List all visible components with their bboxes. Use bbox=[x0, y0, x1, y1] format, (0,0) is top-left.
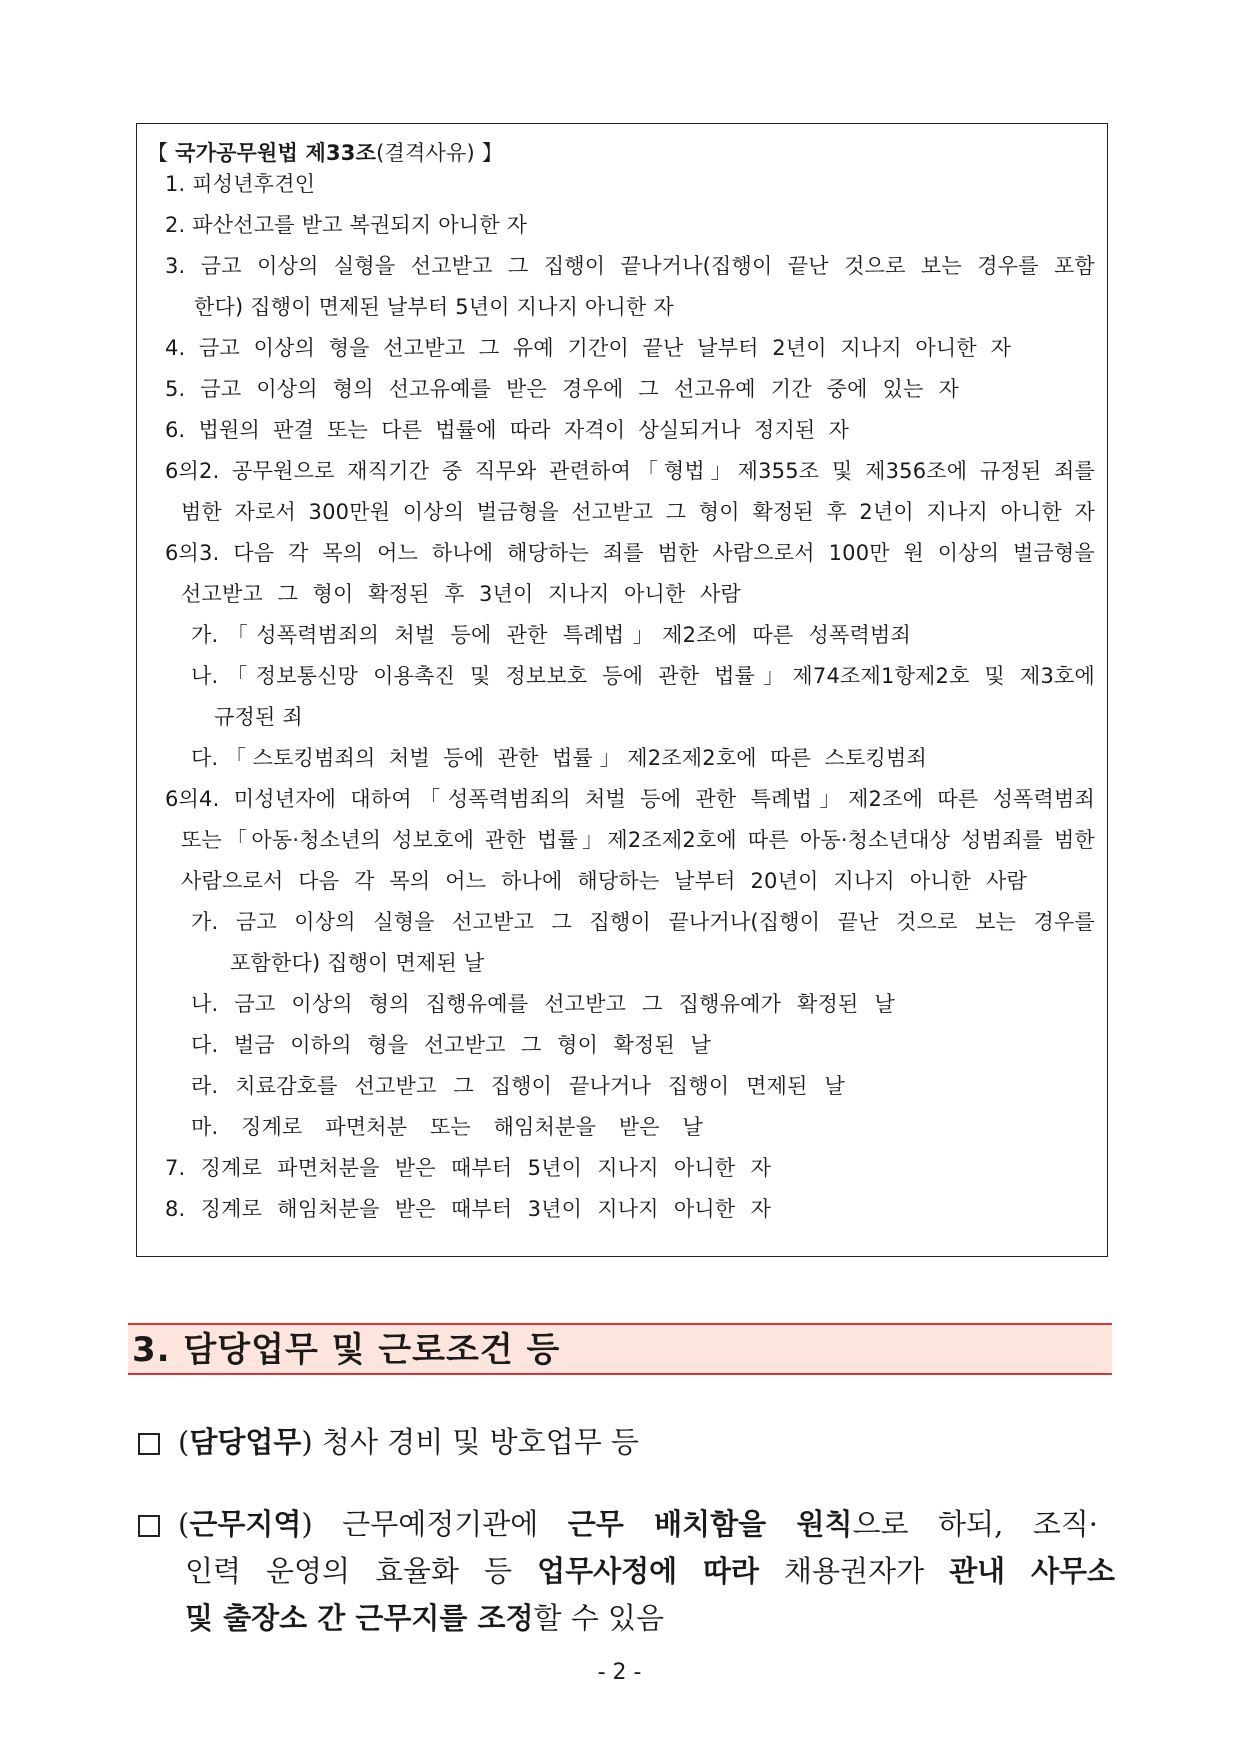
law-title: 【 국가공무원법 제33조(결격사유) 】 bbox=[147, 141, 503, 165]
law-item-6-2: 6의2. 공무원으로 재직기간 중 직무와 관련하여「형법」제355조 및 제356조에 규정된 죄를 bbox=[165, 459, 1095, 483]
location-line-1: (근무지역) 근무예정기관에 근무 배치함을 원칙으로 하되, 조직· bbox=[178, 1507, 1098, 1541]
page-number: - 2 - bbox=[597, 1660, 642, 1685]
law-item-3: 3. 금고 이상의 실형을 선고받고 그 집행이 끝나거나(집행이 끝난 것으로 보는 경우를 포함 bbox=[165, 254, 1095, 278]
location-line-2: 인력 운영의 효율화 등 업무사정에 따라 채용권자가 관내 사무소 bbox=[185, 1554, 1116, 1588]
law-item-2: 2. 파산선고를 받고 복권되지 아니한 자 bbox=[165, 213, 528, 237]
law-excerpt-box bbox=[136, 123, 1108, 1257]
law-item-1: 1. 피성년후견인 bbox=[165, 172, 316, 196]
law-item-5: 5. 금고 이상의 형의 선고유예를 받은 경우에 그 선고유예 기간 중에 있는 자 bbox=[165, 377, 959, 401]
law-item-6: 6. 법원의 판결 또는 다른 법률에 따라 자격이 상실되거나 정지된 자 bbox=[165, 418, 849, 442]
law-item-7: 7. 징계로 파면처분을 받은 때부터 5년이 지나지 아니한 자 bbox=[165, 1156, 771, 1180]
law-item-6-4-ga: 가. 금고 이상의 실형을 선고받고 그 집행이 끝나거나(집행이 끝난 것으로 보는 경우를 bbox=[191, 910, 1095, 934]
section-header bbox=[128, 1323, 1112, 1375]
checkbox-icon bbox=[138, 1515, 160, 1537]
law-item-6-4-cont2: 사람으로서 다음 각 목의 어느 하나에 해당하는 날부터 20년이 지나지 아니한 사람 bbox=[181, 869, 1027, 893]
law-item-6-4-ra: 라. 치료감호를 선고받고 그 집행이 끝나거나 집행이 면제된 날 bbox=[191, 1074, 845, 1098]
law-item-6-3-cont: 선고받고 그 형이 확정된 후 3년이 지나지 아니한 사람 bbox=[181, 582, 741, 606]
law-item-6-4-ga-cont: 포함한다) 집행이 면제된 날 bbox=[230, 951, 485, 975]
section-title: 3. 담당업무 및 근로조건 등 bbox=[132, 1330, 561, 1370]
law-item-6-4-na: 나. 금고 이상의 형의 집행유예를 선고받고 그 집행유예가 확정된 날 bbox=[191, 992, 895, 1016]
law-item-6-3-na-cont: 규정된 죄 bbox=[214, 705, 303, 729]
law-item-6-3-da: 다.「스토킹범죄의 처벌 등에 관한 법률」제2조제2호에 따른 스토킹범죄 bbox=[191, 746, 927, 770]
location-line-3: 및 출장소 간 근무지를 조정할 수 있음 bbox=[185, 1601, 665, 1635]
duty-paragraph: (담당업무) 청사 경비 및 방호업무 등 bbox=[178, 1425, 639, 1459]
law-item-6-4-da: 다. 벌금 이하의 형을 선고받고 그 형이 확정된 날 bbox=[191, 1033, 711, 1057]
checkbox-icon bbox=[138, 1433, 160, 1455]
law-item-4: 4. 금고 이상의 형을 선고받고 그 유예 기간이 끝난 날부터 2년이 지나지 아니한 자 bbox=[165, 336, 1011, 360]
law-item-6-2-cont: 범한 자로서 300만원 이상의 벌금형을 선고받고 그 형이 확정된 후 2년이 지나지 아니한 자 bbox=[181, 500, 1095, 524]
law-item-6-4: 6의4. 미성년자에 대하여「성폭력범죄의 처벌 등에 관한 특례법」제2조에 따른 성폭력범죄 bbox=[165, 787, 1095, 811]
law-item-6-3: 6의3. 다음 각 목의 어느 하나에 해당하는 죄를 범한 사람으로서 100만 원 이상의 벌금형을 bbox=[165, 541, 1095, 565]
law-item-3-cont: 한다) 집행이 면제된 날부터 5년이 지나지 아니한 자 bbox=[194, 295, 674, 319]
law-item-6-3-ga: 가.「성폭력범죄의 처벌 등에 관한 특례법」제2조에 따른 성폭력범죄 bbox=[191, 623, 911, 647]
law-item-6-4-ma: 마. 징계로 파면처분 또는 해임처분을 받은 날 bbox=[191, 1115, 703, 1139]
law-item-6-3-na: 나.「정보통신망 이용촉진 및 정보보호 등에 관한 법률」제74조제1항제2호 및 제3호에 bbox=[191, 664, 1095, 688]
law-item-6-4-cont1: 또는「아동·청소년의 성보호에 관한 법률」제2조제2호에 따른 아동·청소년대상 성범죄를 범한 bbox=[181, 828, 1095, 852]
law-item-8: 8. 징계로 해임처분을 받은 때부터 3년이 지나지 아니한 자 bbox=[165, 1197, 771, 1221]
